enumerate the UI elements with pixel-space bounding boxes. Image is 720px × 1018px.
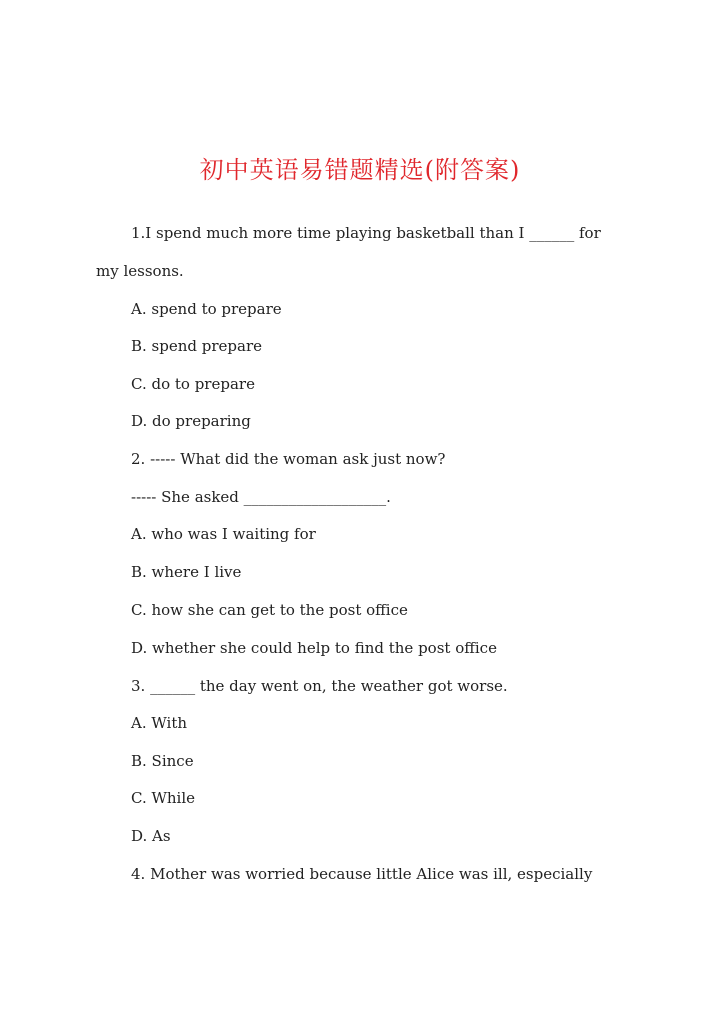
question-3-option-d: D. As [131,827,171,845]
question-1-option-d: D. do preparing [131,412,251,430]
question-1-option-b: B. spend prepare [131,337,263,355]
question-3-option-a: A. With [131,714,188,732]
question-3-option-c: C. While [131,789,196,807]
question-4-stem: 4. Mother was worried because little Alice was ill, especially [131,865,593,883]
question-3-option-b: B. Since [131,752,194,770]
document-title: 初中英语易错题精选(附答案) [199,156,521,184]
question-3-stem: 3. ______ the day went on, the weather got worse. [131,677,508,695]
question-1-option-a: A. spend to prepare [131,300,282,318]
question-2-option-d: D. whether she could help to find the post office [131,639,497,657]
question-2-option-b: B. where I live [131,563,242,581]
question-1-stem-continued: my lessons. [96,262,184,280]
question-2-option-c: C. how she can get to the post office [131,601,408,619]
question-1-stem: 1.I spend much more time playing basketball than I ______ for [131,224,601,242]
question-2-option-a: A. who was I waiting for [131,525,316,543]
question-2-response: ----- She asked ___________________. [131,488,391,506]
question-2-stem: 2. ----- What did the woman ask just now? [131,450,446,468]
question-1-option-c: C. do to prepare [131,375,255,393]
